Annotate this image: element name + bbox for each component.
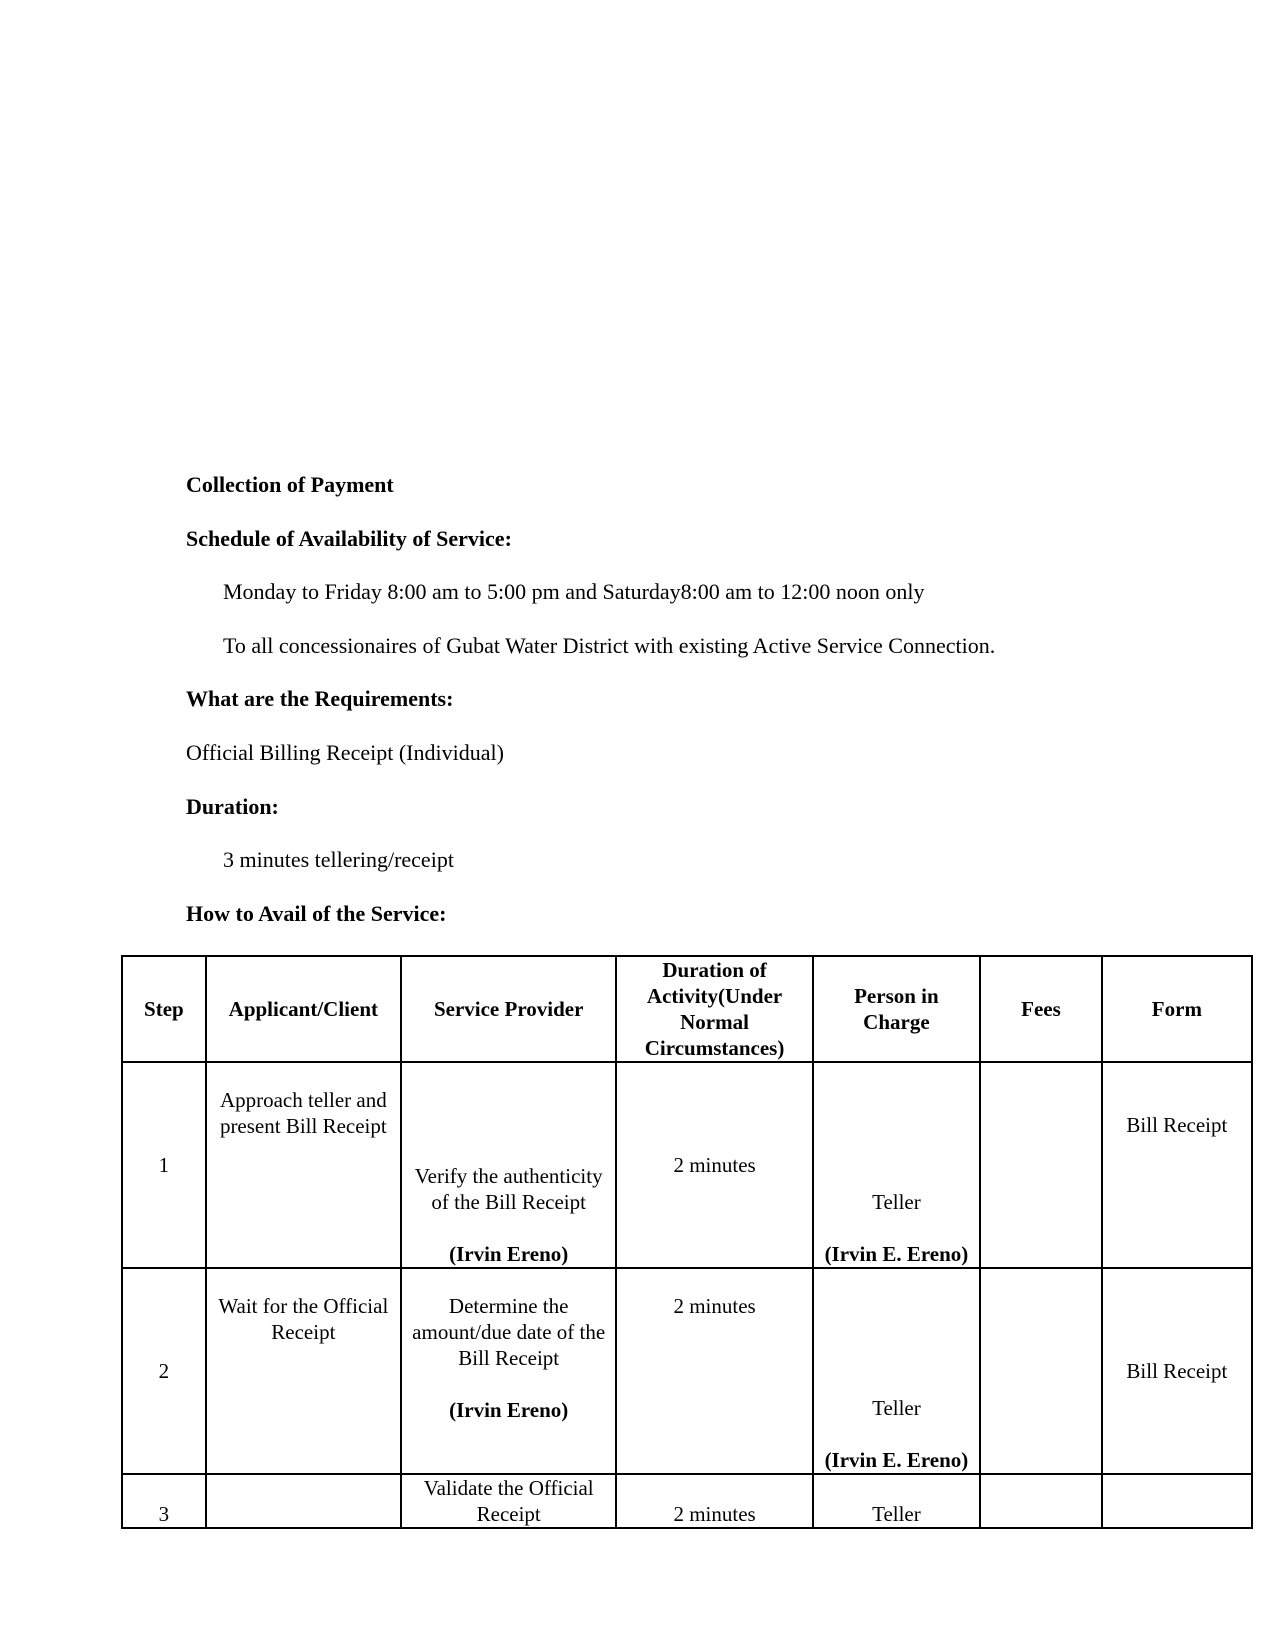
table-row: [122, 1268, 1252, 1474]
provider-person: (Irvin Ereno): [449, 1242, 569, 1266]
cell-fees: [980, 1474, 1102, 1528]
person-name: (Irvin E. Ereno): [824, 1242, 969, 1266]
cell-person: Teller: [813, 1474, 981, 1528]
table-row: [122, 1474, 1252, 1528]
page-title: Collection of Payment: [186, 472, 394, 497]
cell-form: [1102, 1474, 1252, 1528]
service-steps-table: [121, 955, 1253, 1529]
schedule-text: Monday to Friday 8:00 am to 5:00 pm and Saturday8:00 am to 12:00 noon only: [223, 579, 925, 604]
table-header-row: [122, 956, 1252, 1062]
cell-client: Approach teller and present Bill Receipt: [206, 1062, 401, 1268]
person-role: Teller: [872, 1396, 921, 1420]
cell-step: 1: [122, 1062, 206, 1268]
cell-duration: 2 minutes: [616, 1268, 812, 1474]
cell-form: Bill Receipt: [1102, 1062, 1252, 1268]
header-provider: Service Provider: [401, 956, 617, 1062]
header-client: Applicant/Client: [206, 956, 401, 1062]
cell-provider: [401, 1268, 617, 1474]
requirements-heading: What are the Requirements:: [186, 686, 454, 711]
cell-client: Wait for the Official Receipt: [206, 1268, 401, 1474]
cell-person: [813, 1268, 981, 1474]
cell-step: 3: [122, 1474, 206, 1528]
schedule-heading: Schedule of Availability of Service:: [186, 526, 512, 551]
cell-provider: Validate the Official Receipt: [401, 1474, 617, 1528]
cell-fees: [980, 1062, 1102, 1268]
cell-provider: [401, 1062, 617, 1268]
cell-duration: 2 minutes: [616, 1062, 812, 1268]
header-person: Person in Charge: [813, 956, 981, 1062]
requirements-text: Official Billing Receipt (Individual): [186, 740, 504, 765]
eligibility-text: To all concessionaires of Gubat Water District with existing Active Service Connection.: [223, 633, 996, 658]
provider-person: (Irvin Ereno): [449, 1398, 569, 1422]
provider-task: Verify the authenticity of the Bill Receipt: [414, 1164, 603, 1214]
provider-task: Determine the amount/due date of the Bill Receipt: [412, 1294, 606, 1370]
cell-form: Bill Receipt: [1102, 1268, 1252, 1474]
cell-person: [813, 1062, 981, 1268]
header-duration: Duration of Activity(Under Normal Circumstances): [616, 956, 812, 1062]
person-role: Teller: [872, 1190, 921, 1214]
cell-step: 2: [122, 1268, 206, 1474]
cell-duration: 2 minutes: [616, 1474, 812, 1528]
cell-client: [206, 1474, 401, 1528]
table-row: [122, 1062, 1252, 1268]
person-name: (Irvin E. Ereno): [824, 1448, 969, 1472]
cell-fees: [980, 1268, 1102, 1474]
duration-heading: Duration:: [186, 794, 279, 819]
header-step: Step: [122, 956, 206, 1062]
header-form: Form: [1102, 956, 1252, 1062]
header-fees: Fees: [980, 956, 1102, 1062]
avail-heading: How to Avail of the Service:: [186, 901, 447, 926]
duration-text: 3 minutes tellering/receipt: [223, 847, 454, 872]
